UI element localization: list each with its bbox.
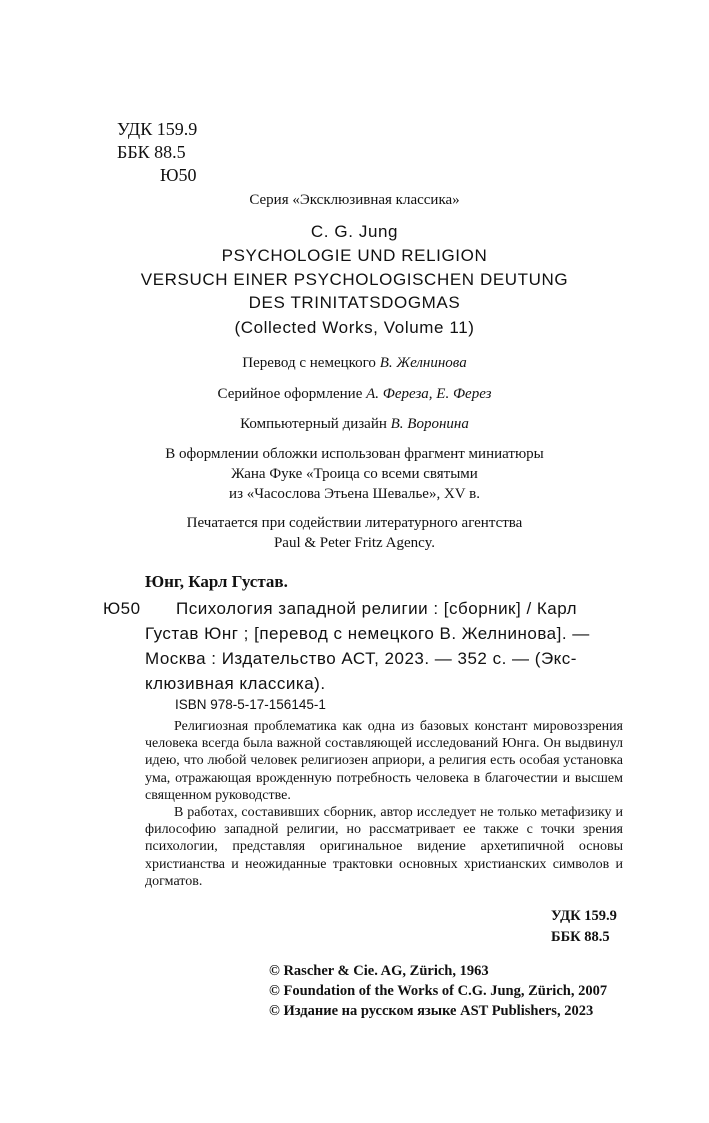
bib-sign: Ю50 — [103, 599, 141, 618]
agency-note-line1: Печатается при содействии литературного агентства — [186, 515, 523, 531]
udk-footer-code: УДК 159.9 — [551, 908, 617, 924]
credit-name: В. Воронина — [390, 416, 469, 432]
author-sign: Ю50 — [160, 165, 197, 185]
credit-label: Серийное оформление — [217, 386, 367, 402]
credit-name: А. Фереза, Е. Ферез — [366, 386, 492, 402]
bib-line3: Москва : Издательство АСТ, 2023. — 352 с. — (Экс- — [145, 649, 577, 668]
isbn: ISBN 978-5-17-156145-1 — [175, 697, 326, 712]
credit-translation — [0, 355, 709, 372]
cover-note-line2: Жана Фуке «Троица со всеми святыми — [231, 466, 478, 482]
bib-line4: клюзивная классика). — [145, 674, 326, 693]
cover-note-line3: из «Часослова Этьена Шевалье», XV в. — [229, 486, 480, 502]
bbk-code: ББК 88.5 — [117, 142, 186, 162]
credit-computer-design — [0, 416, 709, 433]
udk-code: УДК 159.9 — [117, 119, 198, 139]
original-title-line1: PSYCHOLOGIE UND RELIGION — [221, 246, 488, 265]
original-author: C. G. Jung — [310, 222, 399, 241]
original-title-line2: VERSUCH EINER PSYCHOLOGISCHEN DEUTUNG — [140, 270, 569, 289]
bib-author-heading: Юнг, Карл Густав. — [145, 572, 288, 591]
copyright-line: © Foundation of the Works of C.G. Jung, Zürich, 2007 — [269, 983, 608, 999]
bib-line1: Психология западной религии : [сборник] / Карл — [176, 599, 578, 618]
credit-label: Компьютерный дизайн — [240, 416, 391, 432]
original-title-line3: DES TRINITATSDOGMAS — [248, 293, 461, 312]
annotation-paragraph: В работах, составивших сборник, автор исследует не только метафизику и философию западной религии, но рассматривает ее также с точки зрения психологии, представляя оригинальное видение архетипичной основы христианства и неожиданные трактовки основных христианских символов и догматов. — [145, 805, 623, 889]
bbk-footer-code: ББК 88.5 — [551, 929, 610, 945]
credit-label: Перевод с немецкого — [242, 355, 380, 371]
credit-series-design — [0, 386, 709, 403]
series-title: Серия «Эксклюзивная классика» — [249, 192, 460, 208]
bib-line2: Густав Юнг ; [перевод с немецкого В. Желнинова]. — — [145, 624, 590, 643]
annotation-paragraph: Религиозная проблематика как одна из базовых констант мировоззрения человека всегда была важной составляющей исследований Юнга. Он выдвинул идею, что любой человек религиозен априори, а религия есть особая установка ума, отражающая врожденную потребность человека в благочестии и высшем священном руководстве. — [145, 719, 623, 803]
credit-name: В. Желнинова — [379, 355, 467, 371]
annotation — [145, 718, 623, 890]
agency-note-line2: Paul & Peter Fritz Agency. — [273, 535, 436, 551]
copyright-line: © Издание на русском языке AST Publishers, 2023 — [269, 1003, 594, 1019]
copyright-line: © Rascher & Cie. AG, Zürich, 1963 — [269, 963, 489, 979]
cover-note-line1: В оформлении обложки использован фрагмент миниатюры — [165, 446, 544, 462]
collection-info: (Collected Works, Volume 11) — [234, 318, 475, 337]
